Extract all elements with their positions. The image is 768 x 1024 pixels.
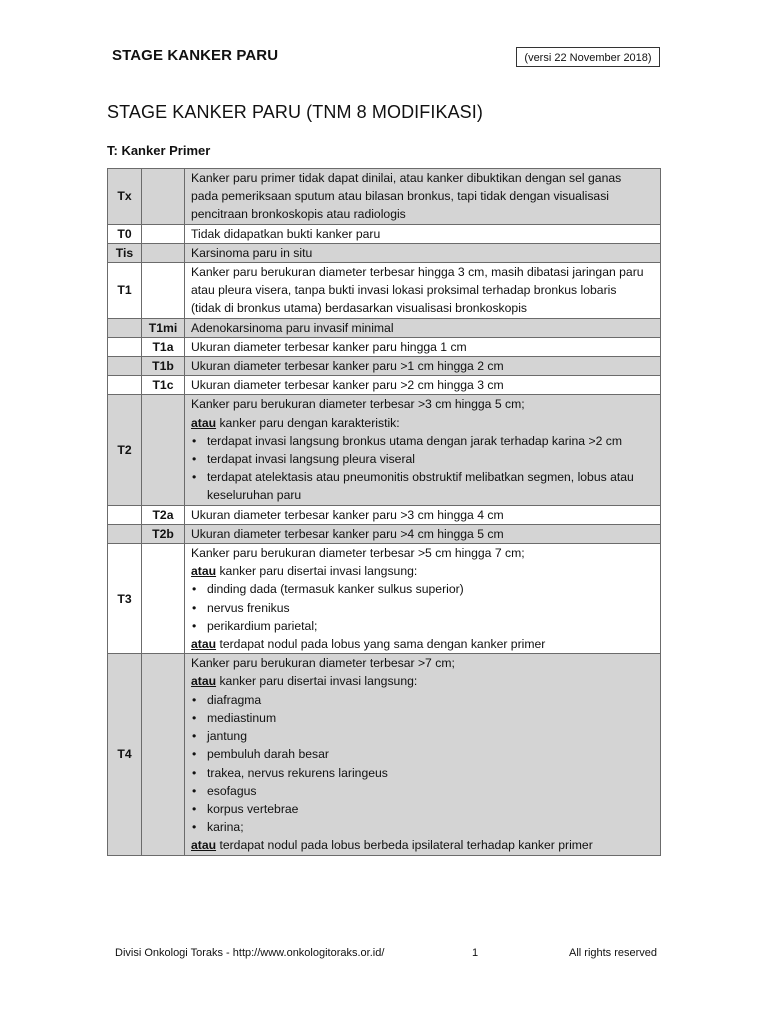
description-line: pencitraan bronkoskopis atau radiologis [191, 207, 406, 222]
stage-description [185, 337, 661, 356]
table-row [108, 169, 661, 225]
list-item: • nervus frenikus [191, 599, 656, 617]
footer-rights: All rights reserved [569, 947, 658, 959]
stage-description [185, 357, 661, 376]
stage-description [185, 263, 661, 319]
description-line: Ukuran diameter terbesar kanker paru >4 cm hingga 5 cm [191, 526, 504, 541]
stage-description [185, 318, 661, 337]
description-line: (tidak di bronkus utama) berdasarkan visualisasi bronkoskopis [191, 301, 527, 316]
description-line [191, 562, 656, 580]
description-line [191, 836, 656, 854]
stage-code [108, 524, 142, 543]
stage-code [108, 357, 142, 376]
table-row [108, 524, 661, 543]
stage-code: T4 [108, 654, 142, 855]
substage-code: T2b [142, 524, 185, 543]
description-line: Adenokarsinoma paru invasif minimal [191, 320, 394, 335]
stage-description [185, 376, 661, 395]
stage-code: Tis [108, 243, 142, 262]
stage-description [185, 169, 661, 225]
description-line: Tidak didapatkan bukti kanker paru [191, 226, 381, 241]
substage-code: T1a [142, 337, 185, 356]
list-item: • korpus vertebrae [191, 800, 656, 818]
stage-description [185, 395, 661, 505]
table-row [108, 263, 661, 319]
header-title: STAGE KANKER PARU [112, 47, 279, 64]
stage-description [185, 224, 661, 243]
description-line: Ukuran diameter terbesar kanker paru hingga 1 cm [191, 339, 467, 354]
description-text: kanker paru disertai invasi langsung: [216, 564, 418, 579]
footer-page-number: 1 [472, 947, 479, 959]
tnm-table-body [108, 169, 661, 856]
stage-description [185, 544, 661, 654]
tnm-table [107, 168, 661, 856]
table-row [108, 337, 661, 356]
list-item: • dinding dada (termasuk kanker sulkus superior) [191, 580, 656, 598]
stage-description [185, 524, 661, 543]
description-text: terdapat nodul pada lobus yang sama dengan kanker primer [216, 637, 546, 652]
description-line [191, 635, 656, 653]
substage-code: T1b [142, 357, 185, 376]
keyword-atau: atau [191, 674, 217, 689]
description-line: pada pemeriksaan sputum atau bilasan bronkus, tapi tidak dengan visualisasi [191, 189, 610, 204]
stage-code [108, 505, 142, 524]
version-badge: (versi 22 November 2018) [516, 47, 660, 67]
description-text: kanker paru dengan karakteristik: [216, 415, 400, 430]
description-line: Ukuran diameter terbesar kanker paru >3 cm hingga 4 cm [191, 507, 504, 522]
description-line: Kanker paru berukuran diameter terbesar >7 cm; [191, 656, 455, 671]
substage-code [142, 224, 185, 243]
keyword-atau: atau [191, 838, 217, 853]
bullet-list [191, 691, 656, 837]
table-row [108, 654, 661, 855]
description-line: Ukuran diameter terbesar kanker paru >2 cm hingga 3 cm [191, 378, 504, 393]
stage-code: T0 [108, 224, 142, 243]
stage-code [108, 376, 142, 395]
list-item: • terdapat invasi langsung pleura viseral [191, 450, 656, 468]
list-item: • pembuluh darah besar [191, 745, 656, 763]
list-item: • mediastinum [191, 709, 656, 727]
table-row [108, 357, 661, 376]
list-item: • terdapat invasi langsung bronkus utama dengan jarak terhadap karina >2 cm [191, 432, 656, 450]
keyword-atau: atau [191, 564, 217, 579]
stage-code: T1 [108, 263, 142, 319]
description-text: terdapat nodul pada lobus berbeda ipsilateral terhadap kanker primer [216, 838, 593, 853]
substage-code [142, 243, 185, 262]
table-row [108, 395, 661, 505]
list-item: • trakea, nervus rekurens laringeus [191, 764, 656, 782]
stage-code: T2 [108, 395, 142, 505]
table-row [108, 243, 661, 262]
stage-description [185, 505, 661, 524]
substage-code: T1mi [142, 318, 185, 337]
description-line: Kanker paru berukuran diameter terbesar hingga 3 cm, masih dibatasi jaringan paru [191, 265, 644, 280]
table-row [108, 376, 661, 395]
description-line: Kanker paru berukuran diameter terbesar >5 cm hingga 7 cm; [191, 546, 525, 561]
stage-description [185, 243, 661, 262]
list-item: • esofagus [191, 782, 656, 800]
description-line [191, 672, 656, 690]
keyword-atau: atau [191, 637, 217, 652]
stage-code [108, 337, 142, 356]
description-line [191, 414, 656, 432]
description-line: Karsinoma paru in situ [191, 245, 313, 260]
footer-site-link[interactable]: Divisi Onkologi Toraks - http://www.onkologitoraks.or.id/ [115, 947, 385, 959]
stage-code: Tx [108, 169, 142, 225]
stage-code: T3 [108, 544, 142, 654]
substage-code: T2a [142, 505, 185, 524]
table-row [108, 224, 661, 243]
document-title: STAGE KANKER PARU (TNM 8 MODIFIKASI) [107, 102, 483, 122]
substage-code: T1c [142, 376, 185, 395]
substage-code [142, 395, 185, 505]
bullet-list [191, 432, 656, 505]
section-title: T: Kanker Primer [107, 143, 211, 158]
table-row [108, 544, 661, 654]
bullet-list [191, 580, 656, 635]
list-item: • perikardium parietal; [191, 617, 656, 635]
description-line: Kanker paru berukuran diameter terbesar >3 cm hingga 5 cm; [191, 397, 525, 412]
stage-description [185, 654, 661, 855]
description-text: kanker paru disertai invasi langsung: [216, 674, 418, 689]
description-line: atau pleura visera, tanpa bukti invasi lokasi proksimal terhadap bronkus lobaris [191, 283, 617, 298]
substage-code [142, 654, 185, 855]
list-item: • jantung [191, 727, 656, 745]
keyword-atau: atau [191, 415, 217, 430]
list-item: • karina; [191, 818, 656, 836]
stage-code [108, 318, 142, 337]
list-item: • terdapat atelektasis atau pneumonitis obstruktif melibatkan segmen, lobus atau keseluruhan paru [191, 468, 656, 504]
description-line: Kanker paru primer tidak dapat dinilai, atau kanker dibuktikan dengan sel ganas [191, 171, 622, 185]
table-row [108, 318, 661, 337]
substage-code [142, 544, 185, 654]
list-item: • diafragma [191, 691, 656, 709]
substage-code [142, 263, 185, 319]
description-line: Ukuran diameter terbesar kanker paru >1 cm hingga 2 cm [191, 359, 504, 374]
substage-code [142, 169, 185, 225]
table-row [108, 505, 661, 524]
